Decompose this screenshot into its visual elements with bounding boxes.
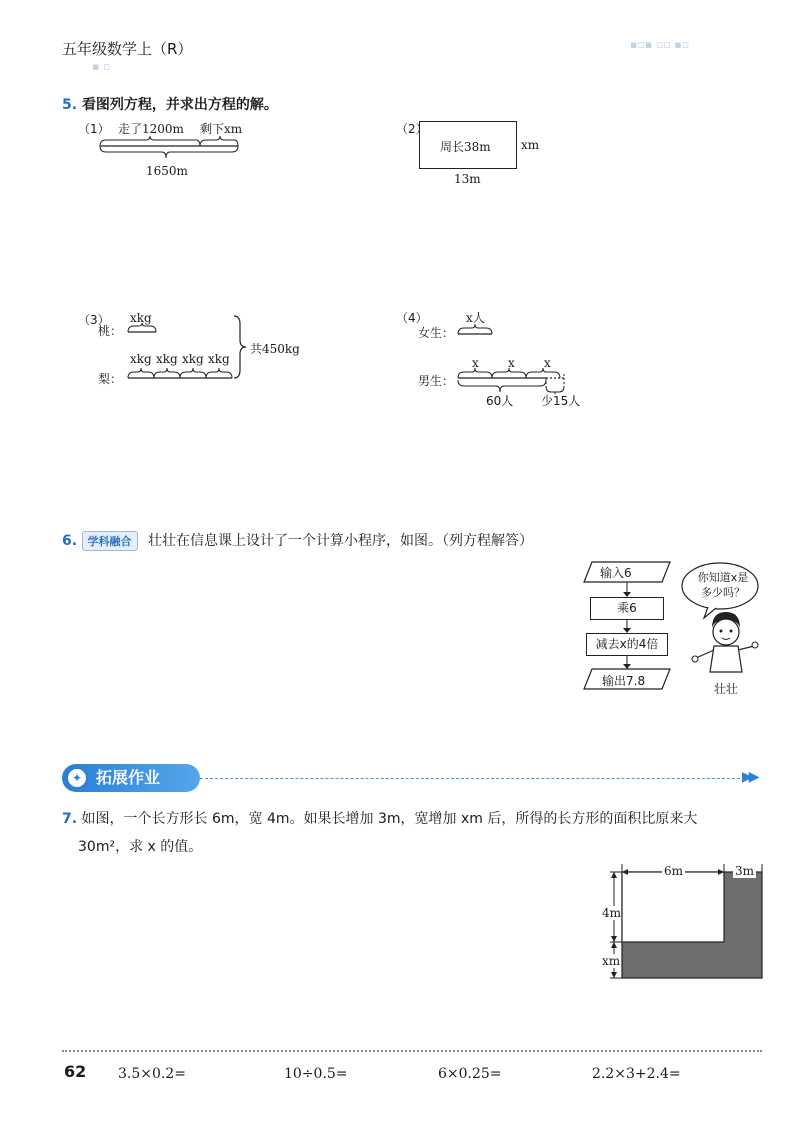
calc-item-3: 6×0.25= — [438, 1066, 502, 1082]
sixty-label: 60人 — [486, 394, 514, 408]
boys-unit-2: x — [508, 356, 515, 370]
boys-label: 男生： — [418, 374, 455, 388]
page-header-title: 五年级数学上（R） — [62, 40, 193, 58]
girls-bar — [456, 322, 498, 340]
subject-tag: 学科融合 — [82, 531, 138, 551]
area-diagram — [598, 862, 770, 986]
scan-smudge-icon: ▪▫▪ ▫▫ ▪▫ — [630, 38, 690, 51]
pear-bar — [124, 364, 238, 384]
peach-bar — [126, 322, 160, 338]
question-6 — [62, 530, 533, 551]
question-7-line-1 — [62, 808, 762, 828]
double-arrow-icon: ▶▶ — [742, 769, 756, 785]
flow-step-multiply: 乘6 — [590, 597, 664, 620]
added-length-label: 3m — [735, 864, 755, 878]
bottom-label: 13m — [454, 172, 481, 186]
question-7-line-2: 30m²，求 x 的值。 — [78, 839, 203, 855]
question-number: 5. — [62, 97, 78, 113]
question-text: 如图，一个长方形长 6m，宽 4m。如果长增加 3m，宽增加 xm 后，所得的长方形的面积比原来大 — [81, 811, 698, 827]
total-brace — [232, 314, 248, 380]
bubble-text: 你知道x是多少吗？ — [697, 571, 749, 599]
scan-smudge-icon: ▪ ▫ — [92, 60, 111, 73]
pear-unit-4: xkg — [208, 352, 230, 366]
flow-step-subtract: 减去x的4倍 — [586, 633, 668, 656]
walked-label: 走了1200m — [118, 122, 184, 136]
flow-step-input: 输入6 — [600, 566, 632, 580]
question-text: 壮壮在信息课上设计了一个计算小程序，如图。（列方程解答） — [147, 533, 533, 549]
segment-diagram-1 — [96, 134, 246, 164]
length-label: 6m — [664, 864, 684, 878]
pear-label: 梨： — [98, 372, 123, 386]
boys-unit-3: x — [544, 356, 551, 370]
lightbulb-icon: ✦ — [66, 767, 88, 789]
boys-unit-1: x — [472, 356, 479, 370]
added-width-label: xm — [602, 954, 621, 968]
pear-unit-2: xkg — [156, 352, 178, 366]
remaining-label: 剩下xm — [200, 122, 243, 136]
part-label: （4） — [396, 311, 428, 325]
question-number: 7. — [62, 811, 78, 827]
less-label: 少15人 — [541, 394, 581, 408]
character-name: 壮壮 — [714, 682, 739, 696]
part-label: （3） — [78, 313, 110, 327]
boy-illustration-icon — [690, 610, 760, 676]
footer-divider — [62, 1050, 762, 1052]
calc-item-2: 10÷0.5= — [284, 1066, 348, 1082]
total-label: 1650m — [146, 164, 188, 178]
girls-unit: x人 — [466, 311, 485, 325]
flow-step-output: 输出7.8 — [602, 674, 646, 688]
peach-label: 桃： — [98, 324, 123, 338]
pear-unit-1: xkg — [130, 352, 152, 366]
side-label: xm — [521, 138, 540, 152]
calc-item-4: 2.2×3+2.4= — [592, 1066, 681, 1082]
part-label: （2） — [396, 122, 428, 136]
question-5 — [62, 94, 278, 114]
girls-label: 女生： — [418, 326, 455, 340]
width-label: 4m — [602, 906, 622, 920]
calc-item-1: 3.5×0.2= — [118, 1066, 186, 1082]
banner-divider — [200, 778, 740, 779]
peach-unit: xkg — [130, 311, 152, 325]
perimeter-label: 周长38m — [440, 140, 491, 154]
total-weight: 共450kg — [250, 342, 300, 356]
part-label: （1） — [78, 122, 110, 136]
question-text: 看图列方程，并求出方程的解。 — [81, 97, 278, 113]
page-number: 62 — [64, 1062, 87, 1081]
pear-unit-3: xkg — [182, 352, 204, 366]
question-number: 6. — [62, 533, 78, 549]
extension-banner: 拓展作业 — [62, 764, 200, 792]
